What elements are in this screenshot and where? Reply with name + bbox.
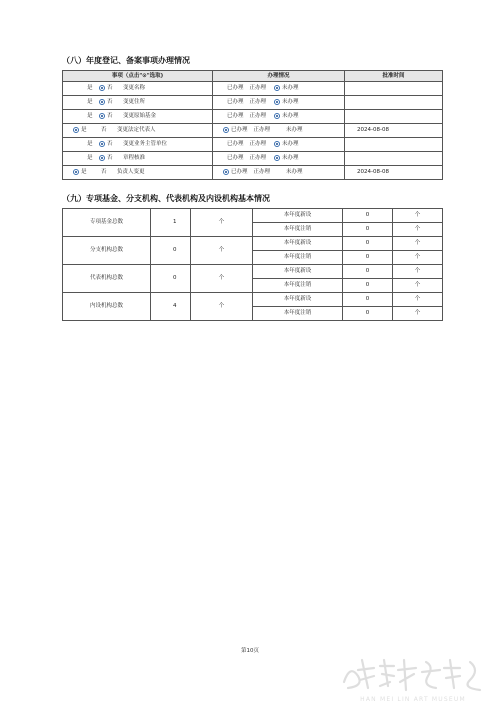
new-label: 本年度新设 [253, 293, 343, 307]
status-doing-label: 正办理 [249, 155, 267, 161]
unit-label: 个 [393, 307, 443, 321]
no-label: 否 [107, 99, 113, 105]
status-done-label: 已办理 [227, 113, 244, 119]
status-cell [213, 96, 345, 110]
new-count: 0 [343, 293, 393, 307]
yes-label: 是 [81, 169, 87, 175]
no-label: 否 [107, 113, 113, 119]
status-doing-label: 正办理 [253, 127, 271, 133]
header-date: 批准时间 [345, 71, 443, 82]
institution-name: 内设机构总数 [63, 293, 151, 321]
date-cell [345, 96, 443, 110]
header-status: 办理情况 [213, 71, 345, 82]
status-doing-label: 正办理 [253, 169, 271, 175]
yes-no-cell [63, 82, 213, 96]
yes-label: 是 [81, 127, 87, 133]
item-name: 章程核准 [123, 155, 146, 161]
status-done-label: 已办理 [227, 141, 244, 147]
unit-label: 个 [393, 209, 443, 223]
status-not-radio-icon[interactable] [274, 85, 280, 91]
section9-title: （九）专项基金、分支机构、代表机构及内设机构基本情况 [62, 194, 270, 203]
no-radio-icon[interactable] [99, 155, 105, 161]
no-label: 否 [107, 85, 113, 91]
status-doing-label: 正办理 [249, 113, 267, 119]
unit-label: 个 [191, 237, 253, 265]
institution-total: 1 [151, 209, 191, 237]
yes-no-cell [63, 152, 213, 166]
status-cell [213, 110, 345, 124]
yes-radio-icon[interactable] [73, 127, 79, 133]
institution-total: 4 [151, 293, 191, 321]
yes-label: 是 [87, 141, 93, 147]
table-row [63, 96, 443, 110]
watermark-logo [338, 652, 488, 704]
date-cell [345, 82, 443, 96]
yes-label: 是 [87, 99, 93, 105]
section8-title: （八）年度登记、备案事项办理情况 [62, 56, 190, 65]
cancel-label: 本年度注销 [253, 251, 343, 265]
institution-name: 专项基金总数 [63, 209, 151, 237]
date-cell [345, 110, 443, 124]
registration-header-row [63, 71, 443, 82]
status-not-radio-icon[interactable] [274, 99, 280, 105]
unit-label: 个 [393, 279, 443, 293]
cancel-count: 0 [343, 251, 393, 265]
status-not-radio-icon[interactable] [274, 113, 280, 119]
unit-label: 个 [393, 293, 443, 307]
status-cell [213, 138, 345, 152]
status-not-radio-icon[interactable] [274, 141, 280, 147]
status-done-radio-icon[interactable] [223, 127, 229, 133]
date-cell [345, 152, 443, 166]
table-row [63, 293, 443, 307]
cancel-count: 0 [343, 307, 393, 321]
yes-radio-icon[interactable] [73, 169, 79, 175]
table-row [63, 152, 443, 166]
institution-name: 代表机构总数 [63, 265, 151, 293]
yes-no-cell [63, 110, 213, 124]
item-name: 变更法定代表人 [117, 127, 156, 133]
unit-label: 个 [393, 251, 443, 265]
page-number: 第10页 [241, 648, 259, 654]
item-name: 变更业务主管单位 [123, 141, 168, 147]
no-label: 否 [101, 127, 107, 133]
status-doing-label: 正办理 [249, 141, 267, 147]
new-label: 本年度新设 [253, 265, 343, 279]
date-cell: 2024-08-08 [345, 124, 443, 138]
status-done-label: 已办理 [227, 85, 244, 91]
no-radio-icon[interactable] [99, 141, 105, 147]
cancel-label: 本年度注销 [253, 279, 343, 293]
status-doing-label: 正办理 [249, 85, 267, 91]
date-cell [345, 138, 443, 152]
yes-no-cell [63, 96, 213, 110]
no-label: 否 [107, 155, 113, 161]
no-label: 否 [107, 141, 113, 147]
status-done-label: 已办理 [227, 99, 244, 105]
item-name: 变更名称 [123, 85, 146, 91]
status-not-label: 未办理 [282, 99, 299, 105]
new-label: 本年度新设 [253, 237, 343, 251]
table-row [63, 138, 443, 152]
registration-table [62, 70, 443, 180]
status-not-label: 未办理 [282, 155, 299, 161]
table-row [63, 82, 443, 96]
no-label: 否 [101, 169, 107, 175]
cancel-label: 本年度注销 [253, 223, 343, 237]
unit-label: 个 [393, 237, 443, 251]
yes-label: 是 [87, 85, 93, 91]
no-radio-icon[interactable] [99, 113, 105, 119]
status-doing-label: 正办理 [249, 99, 267, 105]
status-cell [213, 152, 345, 166]
table-row [63, 265, 443, 279]
unit-label: 个 [191, 265, 253, 293]
table-row [63, 124, 443, 138]
institutions-table [62, 208, 443, 321]
status-not-label: 未办理 [282, 85, 299, 91]
status-done-label: 已办理 [231, 169, 248, 175]
item-name: 变更原始基金 [123, 113, 157, 119]
item-name: 变更住所 [123, 99, 146, 105]
header-item: 事项（点击"⊙"选取) [63, 71, 213, 82]
no-radio-icon[interactable] [99, 85, 105, 91]
item-name: 负责人变更 [117, 169, 145, 175]
cancel-label: 本年度注销 [253, 307, 343, 321]
institution-total: 0 [151, 265, 191, 293]
status-done-label: 已办理 [231, 127, 248, 133]
yes-no-cell [63, 138, 213, 152]
new-count: 0 [343, 209, 393, 223]
status-not-radio-icon[interactable] [274, 155, 280, 161]
table-row [63, 237, 443, 251]
status-not-label: 未办理 [286, 127, 303, 133]
table-row [63, 110, 443, 124]
unit-label: 个 [393, 223, 443, 237]
status-not-label: 未办理 [286, 169, 303, 175]
yes-no-cell [63, 124, 213, 138]
yes-no-cell [63, 166, 213, 180]
cancel-count: 0 [343, 223, 393, 237]
status-not-label: 未办理 [282, 141, 299, 147]
no-radio-icon[interactable] [99, 99, 105, 105]
date-cell: 2024-08-08 [345, 166, 443, 180]
yes-label: 是 [87, 155, 93, 161]
unit-label: 个 [191, 209, 253, 237]
new-count: 0 [343, 237, 393, 251]
status-done-radio-icon[interactable] [223, 169, 229, 175]
table-row [63, 209, 443, 223]
yes-label: 是 [87, 113, 93, 119]
status-cell [213, 124, 345, 138]
status-cell [213, 82, 345, 96]
unit-label: 个 [393, 265, 443, 279]
new-label: 本年度新设 [253, 209, 343, 223]
unit-label: 个 [191, 293, 253, 321]
new-count: 0 [343, 265, 393, 279]
table-row [63, 166, 443, 180]
status-cell [213, 166, 345, 180]
cancel-count: 0 [343, 279, 393, 293]
institution-name: 分支机构总数 [63, 237, 151, 265]
status-not-label: 未办理 [282, 113, 299, 119]
institution-total: 0 [151, 237, 191, 265]
watermark-text: HAN MEI LIN ART MUSEUM [360, 696, 466, 703]
status-done-label: 已办理 [227, 155, 244, 161]
